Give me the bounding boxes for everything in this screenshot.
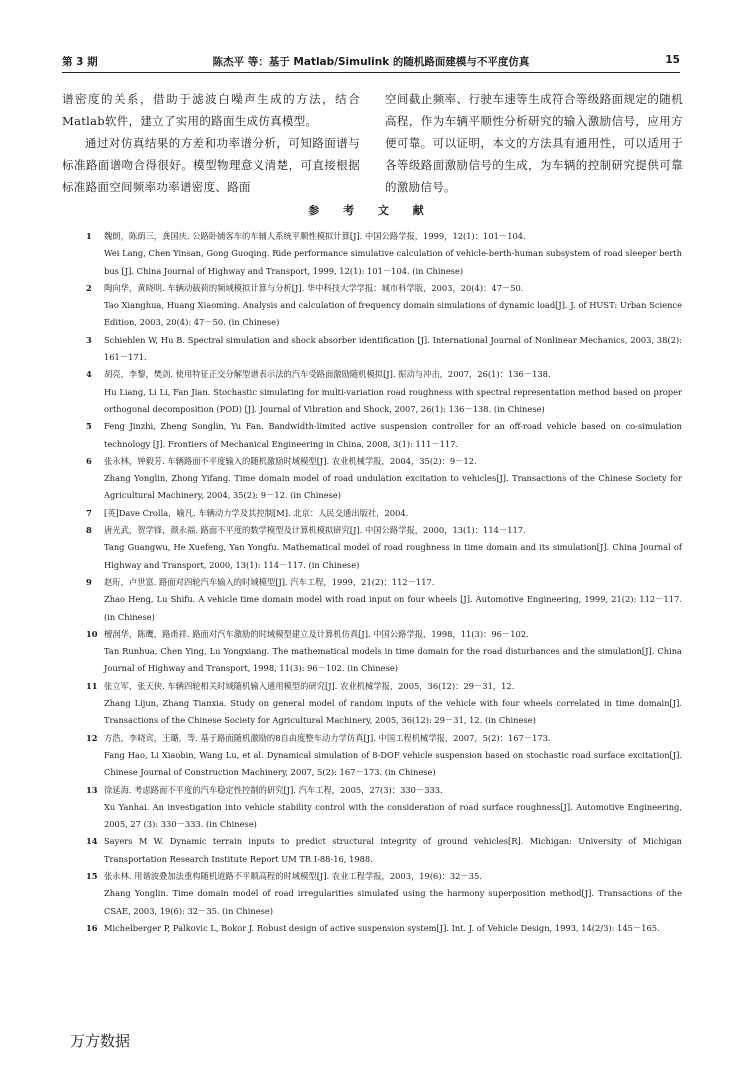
header-rule bbox=[62, 72, 680, 73]
reference-number: 1 bbox=[86, 231, 92, 241]
reference-text-en: Zhang Lijun, Zhang Tianxia. Study on general model of random inputs of the vehicle with four wheels correlated in time domain[J]. Transactions of the Chinese Society for Agricultural Machinery, 2005, 36(12): 29－31, 12. (in Chinese) bbox=[104, 698, 682, 726]
reference-text-cn: 方浩，李晓宾，王璐，等. 基于路面随机激励的8自由度整车动力学仿真[J]. 中国工程机械学报，2007，5(2)：167－173. bbox=[104, 732, 551, 743]
reference-item bbox=[62, 868, 682, 920]
watermark-text: 万方数据 bbox=[70, 1032, 131, 1050]
reference-text-en: Tang Guangwu, He Xuefeng, Yan Yongfu. Mathematical model of road roughness in time domain and its simulation[J]. China Journal of Highway and Transport, 2000, 13(1): 114－117. (in Chinese) bbox=[104, 542, 682, 570]
body-column-right bbox=[385, 88, 683, 198]
reference-text-en: Feng Jinzhi, Zheng Songlin, Yu Fan. Bandwidth-limited active suspension controller for an off-road vehicle based on co-simulation technology [J]. Frontiers of Mechanical Engineering in China, 2008, 3(1): 111－117. bbox=[104, 421, 682, 449]
body-column-left bbox=[62, 88, 360, 198]
running-title: 陈杰平 等：基于 Matlab/Simulink 的随机路面建模与不平度仿真 bbox=[212, 56, 530, 68]
reference-item bbox=[62, 574, 682, 626]
reference-text-cn: 张永林，钟毅芳. 车辆路面不平度输入的随机激励时域模型[J]. 农业机械学报，2004，35(2)：9－12. bbox=[104, 455, 477, 466]
reference-item bbox=[62, 332, 682, 367]
reference-text-en: Schiehlen W, Hu B. Spectral simulation and shock absorber identification [J]. International Journal of Nonlinear Mechanics, 2003, 38(2): 161－171. bbox=[104, 334, 682, 363]
references-heading: 参 考 文 献 bbox=[308, 204, 434, 217]
reference-number: 9 bbox=[86, 576, 92, 587]
reference-item bbox=[62, 730, 682, 782]
reference-number: 10 bbox=[86, 628, 98, 639]
page-number: 15 bbox=[665, 54, 680, 66]
reference-text-en: Zhang Yonglin, Zhong Yifang. Time domain model of road undulation excitation to vehicles[J]. Transactions of the Chinese Society for Agricultural Machinery, 2004, 35(2): 9－12. (in Chinese) bbox=[104, 473, 682, 501]
reference-text-en: Xu Yanhai. An investigation into vehicle stability control with the consideration of road surface roughness[J]. Automotive Engineering, 2005, 27 (3): 330－333. (in Chinese) bbox=[104, 801, 682, 830]
reference-item bbox=[62, 522, 682, 574]
reference-number: 12 bbox=[86, 732, 98, 743]
reference-text-en: Tan Runhua, Chen Ying, Lu Yongxiang. The mathematical models in time domain for the road disturbances and the simulation[J]. China Journal of Highway and Transport, 1998, 11(3): 96－102. (in Chinese) bbox=[104, 646, 682, 674]
reference-item bbox=[62, 920, 682, 937]
reference-item bbox=[62, 418, 682, 453]
reference-item bbox=[62, 505, 682, 522]
running-header bbox=[62, 54, 680, 72]
paragraph: 空间截止频率、行驶车速等生成符合等级路面规定的随机高程，作为车辆平顺性分析研究的输入激励信号，应用方便可靠。可以证明，本文的方法具有通用性，可以适用于各等级路面激励信号的生成，为车辆的控制研究提供可靠的激励信号。 bbox=[385, 92, 683, 194]
reference-text-en: Sayers M W. Dynamic terrain inputs to predict structural integrity of ground vehicles[R]. Michigan: University of Michigan Transportation Research Institute Report UM TR I-88-16, 1988. bbox=[104, 836, 682, 864]
reference-number: 7 bbox=[86, 507, 92, 518]
reference-item bbox=[62, 453, 682, 505]
reference-text-en: Wei Lang, Chen Yinsan, Gong Guoqing. Ride performance simulative calculation of vehicle-berth-human subsystem of road sleeper berth bus [J]. China Journal of Highway and Transport, 1999, 12(1): 101－104. (in Chinese) bbox=[104, 248, 682, 276]
reference-text-cn: 张永林. 用谐波叠加法重构随机道路不平顺高程的时域模型[J]. 农业工程学报，2003，19(6)：32－35. bbox=[104, 870, 482, 881]
reference-item bbox=[62, 833, 682, 868]
reference-number: 4 bbox=[86, 369, 92, 380]
reference-item bbox=[62, 228, 682, 280]
reference-number: 3 bbox=[86, 334, 92, 345]
reference-text-cn: 赵珩，卢世富. 路面对四轮汽车输入的时域模型[J]. 汽车工程，1999，21(2)：112－117. bbox=[104, 576, 435, 587]
reference-text-en: Michelberger P, Palkovic L, Bokor J. Robust design of active suspension system[J]. Int. J. of Vehicle Design, 1993, 14(2/3): 145－165. bbox=[104, 922, 660, 933]
reference-list bbox=[62, 228, 682, 937]
reference-text-cn: 陶向华，黄晓明. 车辆动载荷的频域模拟计算与分析[J]. 华中科技大学学报：城市科学版，2003，20(4)：47－50. bbox=[104, 282, 524, 293]
reference-number: 5 bbox=[86, 421, 92, 432]
reference-item bbox=[62, 782, 682, 834]
reference-text-cn: 檀润华，陈鹰，路甬祥. 路面对汽车激励的时域模型建立及计算机仿真[J]. 中国公路学报，1998，11(3)：96－102. bbox=[104, 628, 529, 639]
reference-number: 11 bbox=[86, 680, 98, 691]
reference-text-en: Zhao Heng, Lu Shifu. A vehicle time domain model with road input on four wheels [J]. Automotive Engineering, 1999, 21(2): 112－117. (in Chinese) bbox=[104, 594, 682, 622]
reference-number: 15 bbox=[86, 870, 98, 881]
paragraph: 通过对仿真结果的方差和功率谱分析，可知路面谱与标准路面谱吻合得很好。模型物理意义清楚，可直接根据标准路面空间频率功率谱密度、路面 bbox=[62, 136, 360, 194]
reference-number: 8 bbox=[86, 525, 92, 536]
reference-text-en: Zhang Yonglin. Time domain model of road irregularities simulated using the harmony superposition method[J]. Transactions of the CSAE, 2003, 19(6): 32－35. (in Chinese) bbox=[104, 888, 682, 916]
reference-text-en: Hu Liang, Li Li, Fan Jian. Stochastic simulating for multi-variation road roughness with spectral representation method based on proper orthogonal decomposition (POD) [J]. Journal of Vibration and Shock, 2007, 26(1): 136－138. (in Chinese) bbox=[104, 386, 682, 414]
reference-text-cn: 魏朗，陈荫三，龚国庆. 公路卧铺客车的车辅人系统平顺性模拟计算[J]. 中国公路学报，1999，12(1)：101－104. bbox=[104, 231, 526, 241]
reference-text-en: Tao Xianghua, Huang Xiaoming. Analysis and calculation of frequency domain simulations of dynamic load[J]. J. of HUST: Urban Science Edition, 2003, 20(4): 47－50. (in Chinese) bbox=[104, 300, 682, 328]
reference-item bbox=[62, 280, 682, 332]
paragraph: 谱密度的关系，借助于滤波白噪声生成的方法，结合Matlab软件，建立了实用的路面生成仿真模型。 bbox=[62, 92, 360, 128]
reference-text-cn: 徐延海. 考虑路面不平度的汽车稳定性控制的研究[J]. 汽车工程，2005，27(3)：330－333. bbox=[104, 784, 443, 795]
reference-text-cn: [英]Dave Crolla，喻凡. 车辆动力学及其控制[M]. 北京：人民交通出版社，2004. bbox=[104, 507, 409, 518]
reference-number: 2 bbox=[86, 282, 92, 293]
reference-number: 14 bbox=[86, 836, 98, 847]
reference-number: 13 bbox=[86, 784, 98, 795]
reference-item bbox=[62, 678, 682, 730]
reference-number: 6 bbox=[86, 455, 92, 466]
reference-text-cn: 唐光武，贺学锋，颜永福. 路面不平度的数学模型及计算机模拟研究[J]. 中国公路学报，2000，13(1)：114－117. bbox=[104, 525, 526, 536]
reference-text-en: Fang Hao, Li Xiaobin, Wang Lu, et al. Dynamical simulation of 8-DOF vehicle suspension based on stochastic road surface excitation[J]. Chinese Journal of Construction Machinery, 2007, 5(2): 167－173. (in Chinese) bbox=[104, 749, 682, 778]
issue-number: 第 3 期 bbox=[62, 56, 98, 68]
reference-item bbox=[62, 366, 682, 418]
reference-text-cn: 胡亮，李黎，樊剑. 使用特征正交分解型谱表示法的汽车受路面激励随机模拟[J]. 振动与冲击，2007，26(1)：136－138. bbox=[104, 369, 551, 380]
reference-text-cn: 张立军，张天侠. 车辆四轮相关时域随机输入通用模型的研究[J]. 农业机械学报，2005，36(12)：29－31，12. bbox=[104, 680, 515, 691]
reference-item bbox=[62, 626, 682, 678]
reference-number: 16 bbox=[86, 922, 98, 933]
